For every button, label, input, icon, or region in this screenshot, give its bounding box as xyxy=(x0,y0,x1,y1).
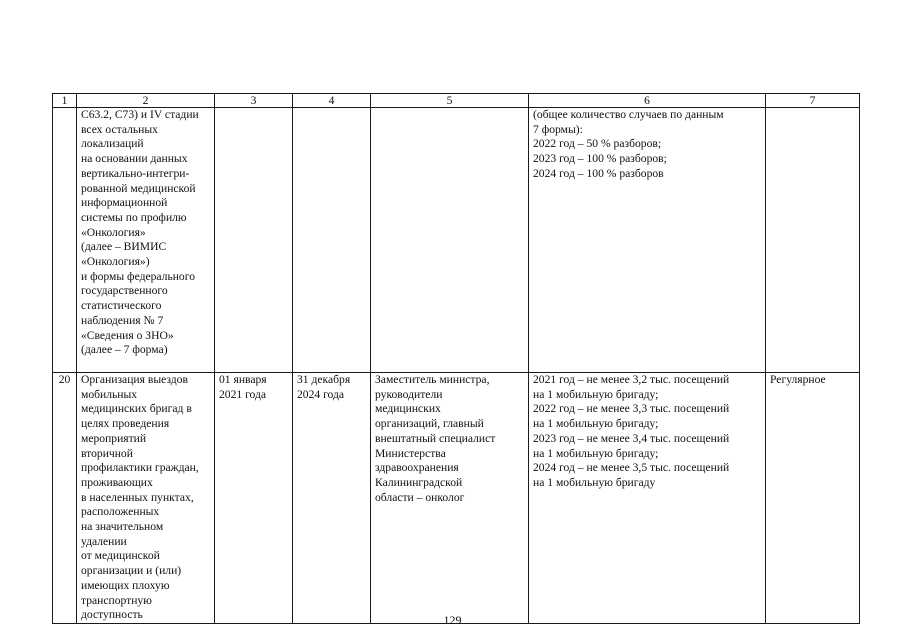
cell-text-line: вторичной xyxy=(81,446,133,460)
cell-text-line: целях проведения xyxy=(81,417,170,431)
cell-text-line: С63.2, С73) и IV стадии xyxy=(81,108,199,121)
document-table xyxy=(52,93,860,624)
header-cell-2: 2 xyxy=(77,94,215,108)
cell-text-line: 01 января xyxy=(219,373,267,386)
end-date-cell xyxy=(293,108,371,373)
type-cell xyxy=(766,108,860,373)
cell-text-line: «Сведения о ЗНО» xyxy=(81,328,174,342)
cell-text-line: 2024 год – 100 % разборов xyxy=(533,166,664,180)
cell-text-line: расположенных xyxy=(81,505,160,519)
cell-text-line: всех остальных xyxy=(81,122,158,136)
cell-text-line: организаций, главный xyxy=(375,417,484,431)
cell-text-line: на 1 мобильную бригаду; xyxy=(533,387,659,401)
cell-text-line: транспортную xyxy=(81,593,152,607)
cell-text-line: наблюдения № 7 xyxy=(81,313,164,327)
cell-text-line: рованной медицинской xyxy=(81,181,196,195)
page-number: 129 xyxy=(443,613,462,627)
cell-text-line: 2021 год – не менее 3,2 тыс. посещений xyxy=(533,373,730,386)
row-number-cell: 20 xyxy=(53,373,77,624)
cell-text-line: 2022 год – не менее 3,3 тыс. посещений xyxy=(533,402,730,416)
cell-text-line: государственного xyxy=(81,284,168,298)
cell-text-line: локализаций xyxy=(81,137,144,151)
cell-text-line: на 1 мобильную бригаду; xyxy=(533,417,659,431)
cell-text-line: здравоохранения xyxy=(375,461,459,475)
cell-text-line: 2023 год – не менее 3,4 тыс. посещений xyxy=(533,431,730,445)
cell-text-line: вертикально-интегри- xyxy=(81,166,190,180)
cell-text-line: «Онкология») xyxy=(81,255,150,269)
cell-text-line: организации и (или) xyxy=(81,564,182,578)
cell-text-line: на 1 мобильную бригаду xyxy=(533,475,656,489)
table-row xyxy=(53,373,860,624)
header-cell-6: 6 xyxy=(529,94,766,108)
cell-text-line: на значительном xyxy=(81,520,164,534)
table-row xyxy=(53,108,860,373)
cell-text-line: внештатный специалист xyxy=(375,431,496,445)
responsible-cell xyxy=(371,373,529,624)
cell-text-line: 7 формы): xyxy=(533,122,583,136)
cell-text-line: Калининградской xyxy=(375,475,463,489)
cell-text-line: профилактики граждан, xyxy=(81,461,199,475)
cell-text-line: (общее количество случаев по данным xyxy=(533,108,724,121)
result-cell xyxy=(529,373,766,624)
cell-text-line: медицинских бригад в xyxy=(81,402,192,416)
cell-text-line: 2021 года xyxy=(219,387,267,401)
result-cell xyxy=(529,108,766,373)
cell-text-line: от медицинской xyxy=(81,549,160,563)
cell-text-line: на 1 мобильную бригаду; xyxy=(533,446,659,460)
cell-text-line: области – онколог xyxy=(375,490,465,504)
cell-text-line: медицинских xyxy=(375,402,441,416)
cell-text-line: Регулярное xyxy=(770,373,826,386)
cell-text-line: удалении xyxy=(81,534,127,548)
cell-text-line: Министерства xyxy=(375,446,446,460)
header-cell-4: 4 xyxy=(293,94,371,108)
measure-cell xyxy=(77,108,215,373)
cell-text-line: на основании данных xyxy=(81,152,188,166)
cell-text-line: в населенных пунктах, xyxy=(81,490,194,504)
cell-text-line: 2022 год – 50 % разборов; xyxy=(533,137,662,151)
start-date-cell xyxy=(215,108,293,373)
cell-text-line: мобильных xyxy=(81,387,138,401)
cell-text-line: имеющих плохую xyxy=(81,578,170,592)
cell-text-line: «Онкология» xyxy=(81,225,146,239)
cell-text-line: статистического xyxy=(81,299,162,313)
cell-text-line: Заместитель министра, xyxy=(375,373,490,386)
responsible-cell xyxy=(371,108,529,373)
end-date-cell xyxy=(293,373,371,624)
row-number-cell xyxy=(53,108,77,373)
header-cell-1: 1 xyxy=(53,94,77,108)
header-cell-5: 5 xyxy=(371,94,529,108)
cell-text-line: (далее – 7 форма) xyxy=(81,343,168,357)
cell-text-line: 31 декабря xyxy=(297,373,351,386)
type-cell xyxy=(766,373,860,624)
cell-text-line: 2024 год – не менее 3,5 тыс. посещений xyxy=(533,461,730,475)
cell-text-line: информационной xyxy=(81,196,168,210)
cell-text-line: мероприятий xyxy=(81,431,147,445)
cell-text-line: Организация выездов xyxy=(81,373,188,386)
start-date-cell xyxy=(215,373,293,624)
header-cell-7: 7 xyxy=(766,94,860,108)
cell-text-line: доступность xyxy=(81,608,143,622)
cell-text-line: (далее – ВИМИС xyxy=(81,240,167,254)
cell-text-line: системы по профилю xyxy=(81,210,187,224)
measure-cell xyxy=(77,373,215,624)
header-row xyxy=(53,94,860,108)
cell-text-line: и формы федерального xyxy=(81,269,195,283)
header-cell-3: 3 xyxy=(215,94,293,108)
cell-text-line: 2023 год – 100 % разборов; xyxy=(533,152,667,166)
cell-text-line: проживающих xyxy=(81,475,153,489)
cell-text-line: руководители xyxy=(375,387,443,401)
cell-text-line: 2024 года xyxy=(297,387,345,401)
